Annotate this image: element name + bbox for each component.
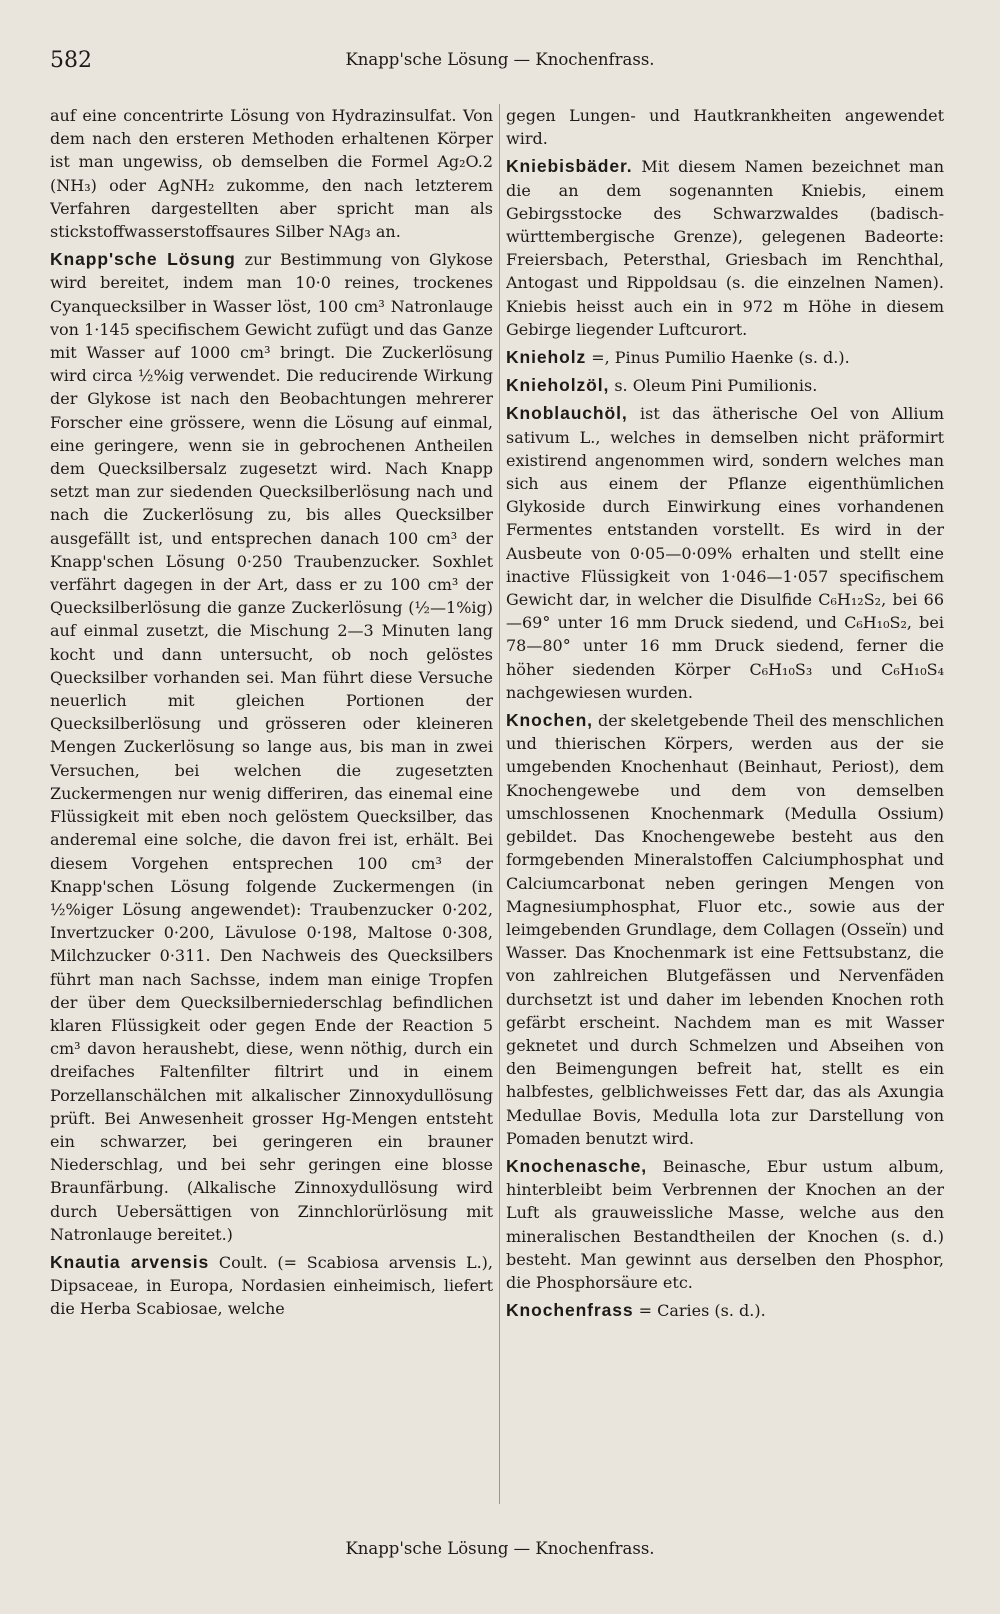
column-divider [499,104,500,1504]
lemma-knappsche-loesung: Knapp'sche Lösung [50,249,236,270]
page-header [50,46,950,76]
entry-text-knappsche-loesung: zur Bestimmung von Glykose wird bereitet, indem man 10·0 reines, trockenes Cyanquecksilber in Wasser löst, 100 cm³ Natronlauge von 1·145 specifischem Gewicht zufügt und das Ganze mit Wasser auf 1000 cm³ bringt. Die Zuckerlösung wird circa ½%ig verwendet. Die reducirende Wirkung der Glykose ist nach den Beobachtungen mehrerer Forscher eine grössere, wenn die Lösung auf einmal, eine geringere, wenn sie in gebrochenen Antheilen dem Quecksilbersalz zugesetzt wird. Nach Knapp setzt man zur siedenden Quecksilberlösung nach und nach die Zuckerlösung zu, bis alles Quecksilber ausgefällt ist, und entsprechen danach 100 cm³ der Knapp'schen Lösung 0·250 Traubenzucker. Soxhlet verfährt dagegen in der Art, dass er zu 100 cm³ der Quecksilberlösung die ganze Zuckerlösung (½—1%ig) auf einmal zusetzt, die Mischung 2—3 Minuten lang kocht und dann untersucht, ob noch gelöstes Quecksilber vorhanden sei. Man führt diese Versuche neuerlich mit gleichen Portionen der Quecksilberlösung und grösseren oder kleineren Mengen Zuckerlösung so lange aus, bis man in zwei Versuchen, bei welchen die zugesetzten Zuckermengen nur wenig differiren, das einemal eine Flüssigkeit mit eben noch gelöstem Quecksilber, das anderemal eine solche, die davon frei ist, erhält. Bei diesem Vorgehen entsprechen 100 cm³ der Knapp'schen Lösung folgende Zuckermengen (in ½%iger Lösung angewendet): Traubenzucker 0·202, Invertzucker 0·200, Lävulose 0·198, Maltose 0·308, Milchzucker 0·311. Den Nachweis des Quecksilbers führt man nach Sachsse, indem man einige Tropfen der über dem Quecksilberniederschlag befindlichen klaren Flüssigkeit oder gegen Ende der Reaction 5 cm³ davon heraushebt, diese, wenn nöthig, durch ein dreifaches Faltenfilter filtrirt und in einem Porzellanschälchen mit alkalischer Zinnoxydullösung prüft. Bei Anwesenheit grosser Hg-Mengen entsteht ein schwarzer, bei geringeren ein brauner Niederschlag, und bei sehr geringen eine blosse Braunfärbung. (Alkalische Zinnoxydullösung wird durch Uebersättigen von Zinnchlorürlösung mit Natronlauge bereitet.) [50,250,493,1244]
entry-text-knochenasche: Beinasche, Ebur ustum album, hinterbleibt beim Verbrennen der Knochen an der Luft als grauweissliche Masse, welche aus den mineralischen Bestandtheilen der Knochen (s. d.) besteht. Man gewinnt aus derselben den Phosphor, die Phosphorsäure etc. [506,1156,944,1292]
lemma-knautia-arvensis: Knautia arvensis [50,1251,210,1272]
entry-knautia-arvensis [50,1251,493,1321]
entry-knieholz [506,346,944,369]
running-title: Knapp'sche Lösung — Knochenfrass. [345,50,655,69]
entry-text-knieholzoel: s. Oleum Pini Pumilionis. [609,376,818,396]
page-footer: Knapp'sche Lösung — Knochenfrass. [345,1539,655,1558]
lemma-knoblauchoel: Knoblauchöl, [506,403,628,424]
lemma-knochenasche: Knochenasche, [506,1155,648,1176]
entry-knochenasche [506,1155,944,1294]
entry-kniebisbaeder [506,155,944,341]
entry-knochen [506,709,944,1150]
paragraph-knautia-continuation: gegen Lungen- und Hautkrankheiten angewendet wird. [506,106,944,149]
right-column [506,104,944,1514]
entry-text-knieholz: =, Pinus Pumilio Haenke (s. d.). [586,348,850,368]
entry-knappsche-loesung [50,248,493,1246]
left-column [50,104,493,1514]
lemma-knochen: Knochen, [506,710,593,731]
entry-knochenfrass [506,1299,944,1322]
entry-text-kniebisbaeder: Mit diesem Namen bezeichnet man die an dem sogenannten Kniebis, einem Gebirgsstocke des Schwarzwaldes (badisch-württembergische Grenze), gelegenen Badeorte: Freiersbach, Petersthal, Griesbach im Renchthal, Antogast und Rippoldsau (s. die einzelnen Namen). Kniebis heisst auch ein in 972 m Höhe in diesem Gebirge liegender Luftcurort. [506,157,944,339]
lemma-knieholzoel: Knieholzöl, [506,375,610,396]
entry-text-knautia-arvensis: Coult. (= Scabiosa arvensis L.), Dipsaceae, in Europa, Nordasien einheimisch, liefert die Herba Scabiosae, welche [50,1252,493,1319]
page-number: 582 [50,48,92,73]
paragraph-hydrazin-continuation: auf eine concentrirte Lösung von Hydrazinsulfat. Von dem nach den ersteren Methoden erhaltenen Körper ist man ungewiss, ob demselben die Formel Ag₂O.2 (NH₃) oder AgNH₂ zukomme, den nach letzterem Verfahren dargestellten aber spricht man als stickstoffwasserstoffsaures Silber NAg₃ an. [50,106,493,242]
lemma-knochenfrass: Knochenfrass [506,1300,634,1321]
entry-knieholzoel [506,374,944,397]
lemma-kniebisbaeder: Kniebisbäder. [506,156,633,177]
entry-knoblauchoel [506,402,944,704]
entry-text-knochenfrass: = Caries (s. d.). [633,1301,766,1321]
entry-text-knochen: der skeletgebende Theil des menschlichen und thierischen Körpers, werden aus der sie umgebenden Knochenhaut (Beinhaut, Periost), dem Knochengewebe und dem von demselben umschlossenen Knochenmark (Medulla Ossium) gebildet. Das Knochengewebe besteht aus den formgebenden Mineralstoffen Calciumphosphat und Calciumcarbonat neben geringen Mengen von Magnesiumphosphat, Fluor etc., sowie aus der leimgebenden Grundlage, dem Collagen (Osseïn) und Wasser. Das Knochenmark ist eine Fettsubstanz, die von zahlreichen Blutgefässen und Nervenfäden durchsetzt ist und daher im lebenden Knochen roth gefärbt erscheint. Nachdem man es mit Wasser geknetet und durch Schmelzen und Abseihen von den Beimengungen befreit hat, stellt es ein halbfestes, gelblichweisses Fett dar, das als Axungia Medullae Bovis, Medulla lota zur Darstellung von Pomaden benutzt wird. [506,711,944,1148]
lemma-knieholz: Knieholz [506,347,587,368]
entry-text-knoblauchoel: ist das ätherische Oel von Allium sativum L., welches in demselben nicht präformirt existirend angenommen wird, sondern welches man sich aus einem der Pflanze eigenthümlichen Glykoside durch Einwirkung eines vorhandenen Fermentes entstanden vorstellt. Es wird in der Ausbeute von 0·05—0·09% erhalten und stellt eine inactive Flüssigkeit von 1·046—1·057 specifischem Gewicht dar, in welcher die Disulfide C₆H₁₂S₂, bei 66—69° unter 16 mm Druck siedend, und C₆H₁₀S₂, bei 78—80° unter 16 mm Druck siedend, ferner die höher siedenden Körper C₆H₁₀S₃ und C₆H₁₀S₄ nachgewiesen wurden. [506,404,944,702]
